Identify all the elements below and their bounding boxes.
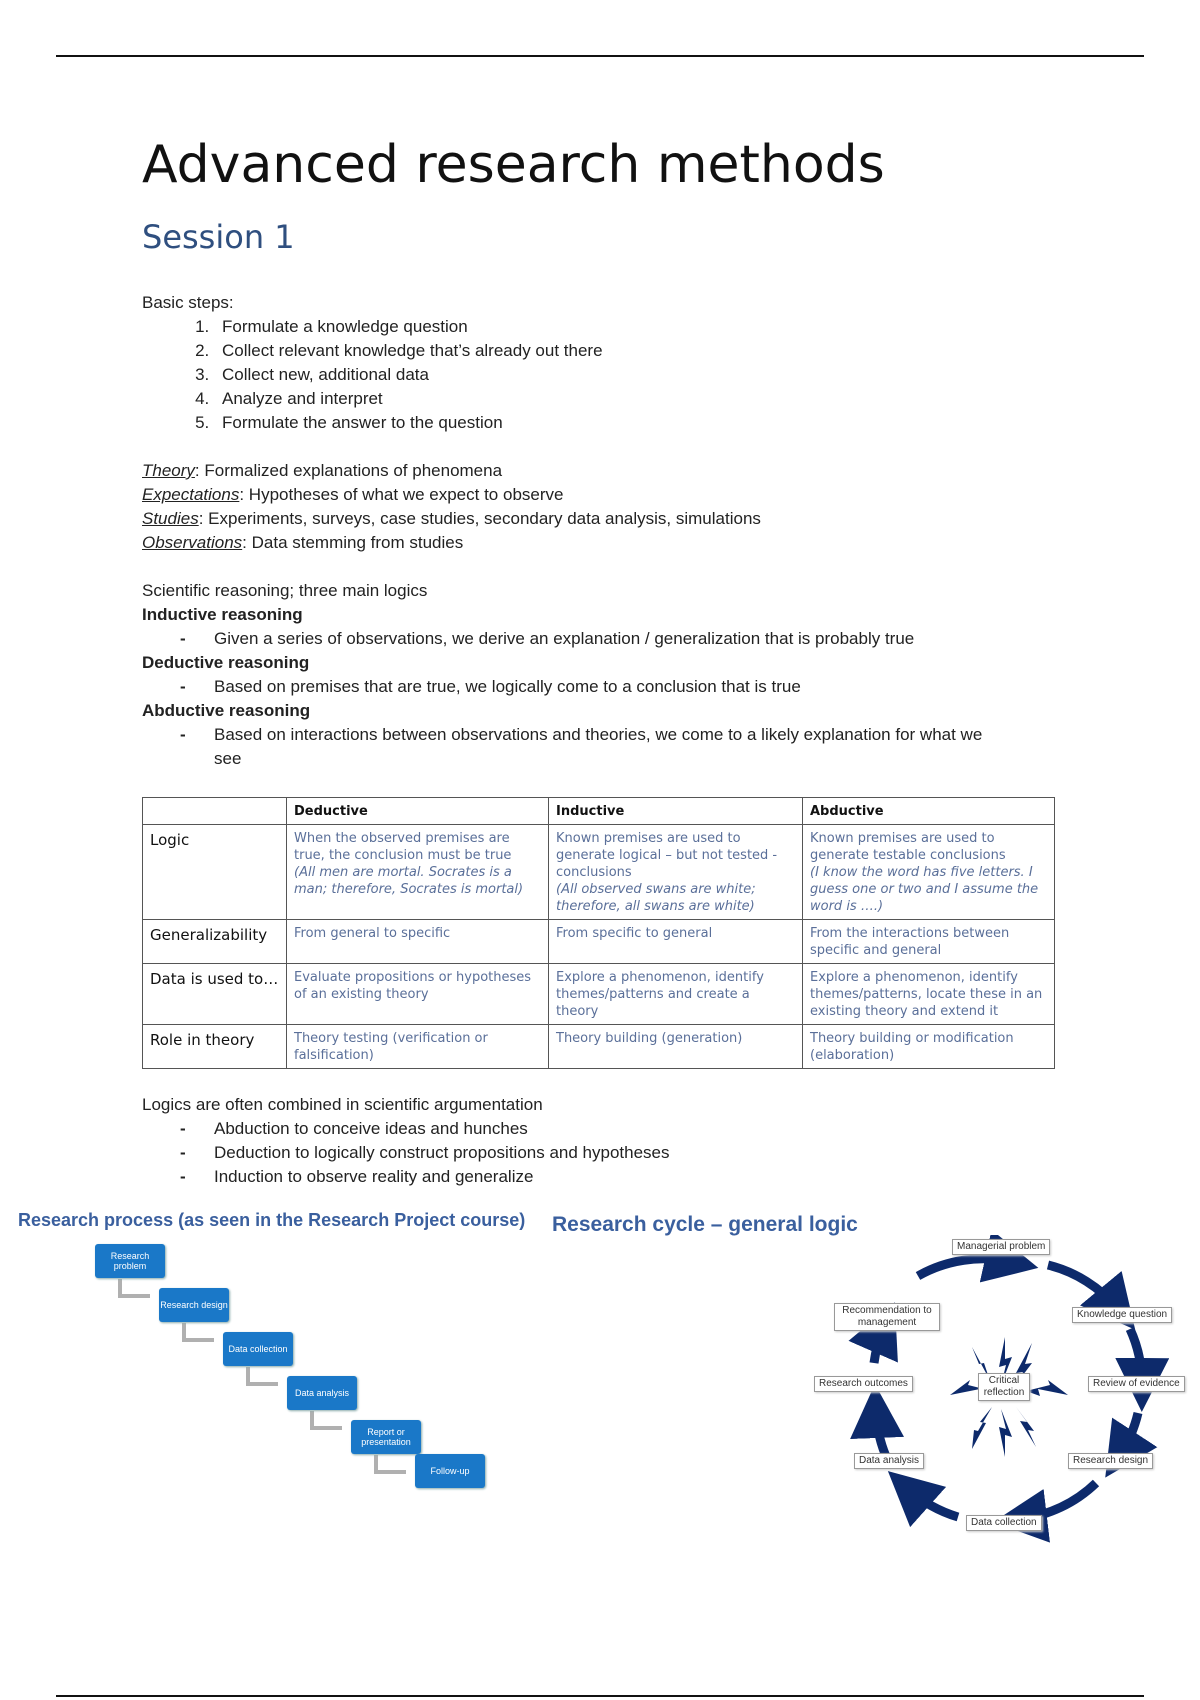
process-step-report: Report or presentation — [351, 1420, 421, 1454]
definition-term: Expectations — [142, 485, 240, 504]
cycle-node-research-design: Research design — [1068, 1453, 1153, 1469]
table-cell: From specific to general — [549, 920, 803, 964]
table-cell: Explore a phenomenon, identify themes/patterns, locate these in an existing theory and extend it — [803, 964, 1055, 1025]
cycle-arrow — [908, 1489, 958, 1517]
table-cell: Theory building or modification (elaboration) — [803, 1025, 1055, 1069]
table-header — [143, 798, 287, 825]
research-cycle-figure — [800, 1235, 1200, 1545]
table-cell: Theory testing (verification or falsification) — [287, 1025, 549, 1069]
cycle-arrow — [1048, 1265, 1118, 1309]
process-step-research-design: Research design — [159, 1288, 229, 1322]
basic-steps-list — [142, 315, 1062, 435]
connector-arrow — [184, 1323, 214, 1340]
definition-term: Studies — [142, 509, 199, 528]
logic-comparison-table — [142, 797, 1055, 1069]
cell-text: Known premises are used to generate logical – but not tested - conclusions — [556, 831, 778, 880]
list-item: - Deduction to logically construct propositions and hypotheses — [142, 1141, 1062, 1165]
table-cell: From general to specific — [287, 920, 549, 964]
combined-intro: Logics are often combined in scientific argumentation — [142, 1095, 543, 1114]
cycle-node-research-outcomes: Research outcomes — [814, 1376, 913, 1392]
definition-text: : Formalized explanations of phenomena — [194, 461, 503, 480]
bottom-rule — [56, 1695, 1144, 1697]
reasoning-bullets — [142, 627, 1062, 651]
research-cycle-title: Research cycle – general logic — [552, 1213, 858, 1236]
cycle-arrow — [874, 1327, 884, 1363]
table-row-label: Generalizability — [143, 920, 287, 964]
connector-arrow — [248, 1367, 278, 1384]
table-row-label: Logic — [143, 825, 287, 920]
cell-example: (All men are mortal. Socrates is a man; therefore, Socrates is mortal) — [294, 865, 524, 897]
definition-term: Theory — [142, 461, 195, 480]
list-item: - Based on premises that are true, we logically come to a conclusion that is true — [142, 675, 1062, 699]
table-cell — [549, 825, 803, 920]
top-rule — [56, 55, 1144, 57]
process-step-data-collection: Data collection — [223, 1332, 293, 1366]
reasoning-type-heading: Deductive reasoning — [142, 653, 310, 672]
page-content — [142, 135, 1062, 1189]
cycle-center-critical-reflection: Critical reflection — [978, 1373, 1030, 1401]
list-item: 1. Formulate a knowledge question — [214, 315, 1062, 339]
bolt-arrow — [972, 1407, 992, 1449]
cycle-node-review-of-evidence: Review of evidence — [1088, 1376, 1185, 1392]
reasoning-bullets — [142, 675, 1062, 699]
list-item: - Based on interactions between observations and theories, we come to a likely explanation for what we see — [142, 723, 994, 771]
table-row-label: Data is used to… — [143, 964, 287, 1025]
list-item: - Induction to observe reality and generalize — [142, 1165, 1062, 1189]
basic-steps-heading: Basic steps: — [142, 293, 234, 312]
definition-expectations — [142, 483, 1062, 507]
basic-steps-section — [142, 291, 1062, 435]
cycle-node-data-collection: Data collection — [966, 1515, 1042, 1531]
table-cell: Explore a phenomenon, identify themes/patterns and create a theory — [549, 964, 803, 1025]
definition-observations — [142, 531, 1062, 555]
reasoning-type-heading: Inductive reasoning — [142, 605, 303, 624]
cell-example: (I know the word has five letters. I guess one or two and I assume the word is ….) — [810, 865, 1039, 914]
research-process-figure — [18, 1210, 538, 1500]
definition-studies — [142, 507, 1062, 531]
cycle-node-managerial-problem: Managerial problem — [952, 1239, 1050, 1255]
reasoning-intro: Scientific reasoning; three main logics — [142, 581, 428, 600]
table-cell — [287, 825, 549, 920]
cycle-node-knowledge-question: Knowledge question — [1072, 1307, 1172, 1323]
table-row — [143, 964, 1055, 1025]
definitions-section — [142, 459, 1062, 555]
bolt-arrow — [1026, 1380, 1068, 1396]
process-step-follow-up: Follow-up — [415, 1454, 485, 1488]
table-row — [143, 825, 1055, 920]
cycle-arrow — [918, 1259, 1012, 1276]
cycle-node-recommendation: Recommendation to management — [834, 1303, 940, 1331]
definition-term: Observations — [142, 533, 243, 552]
page-title: Advanced research methods — [142, 135, 885, 195]
reasoning-bullets — [142, 723, 1062, 771]
list-item: 4. Analyze and interpret — [214, 387, 1062, 411]
table-header: Abductive — [803, 798, 1055, 825]
table-cell: From the interactions between specific and general — [803, 920, 1055, 964]
cell-example: (All observed swans are white; therefore, all swans are white) — [556, 882, 756, 914]
cycle-node-data-analysis: Data analysis — [854, 1453, 924, 1469]
combined-list — [142, 1117, 1062, 1189]
reasoning-type-heading: Abductive reasoning — [142, 701, 311, 720]
table-header: Inductive — [549, 798, 803, 825]
combined-section — [142, 1093, 1062, 1189]
connector-arrow — [376, 1455, 406, 1472]
definition-text: : Experiments, surveys, case studies, secondary data analysis, simulations — [198, 509, 761, 528]
process-step-data-analysis: Data analysis — [287, 1376, 357, 1410]
table-header-row — [143, 798, 1055, 825]
process-step-research-problem: Research problem — [95, 1244, 165, 1278]
session-heading: Session 1 — [142, 218, 295, 256]
table-cell: Evaluate propositions or hypotheses of an existing theory — [287, 964, 549, 1025]
connector-arrow — [312, 1411, 342, 1428]
list-item: 3. Collect new, additional data — [214, 363, 1062, 387]
reasoning-section — [142, 579, 1062, 771]
table-row — [143, 920, 1055, 964]
list-item: 5. Formulate the answer to the question — [214, 411, 1062, 435]
cycle-arrow — [1120, 1413, 1138, 1455]
cell-text: Known premises are used to generate testable conclusions — [810, 831, 1006, 863]
research-process-title: Research process (as seen in the Research Project course) — [18, 1210, 526, 1230]
definition-theory — [142, 459, 1062, 483]
list-item: 2. Collect relevant knowledge that’s already out there — [214, 339, 1062, 363]
list-item: - Abduction to conceive ideas and hunches — [142, 1117, 1062, 1141]
cell-text: When the observed premises are true, the conclusion must be true — [294, 831, 512, 863]
table-header: Deductive — [287, 798, 549, 825]
bolt-arrow — [1016, 1407, 1036, 1447]
bolt-arrow — [999, 1409, 1012, 1457]
cycle-arrow — [1020, 1483, 1096, 1519]
list-item: - Given a series of observations, we derive an explanation / generalization that is probably true — [142, 627, 1062, 651]
connector-arrow — [120, 1279, 150, 1296]
definition-text: : Hypotheses of what we expect to observe — [239, 485, 564, 504]
table-cell: Theory building (generation) — [549, 1025, 803, 1069]
table-row-label: Role in theory — [143, 1025, 287, 1069]
table-cell — [803, 825, 1055, 920]
table-row — [143, 1025, 1055, 1069]
definition-text: : Data stemming from studies — [242, 533, 464, 552]
